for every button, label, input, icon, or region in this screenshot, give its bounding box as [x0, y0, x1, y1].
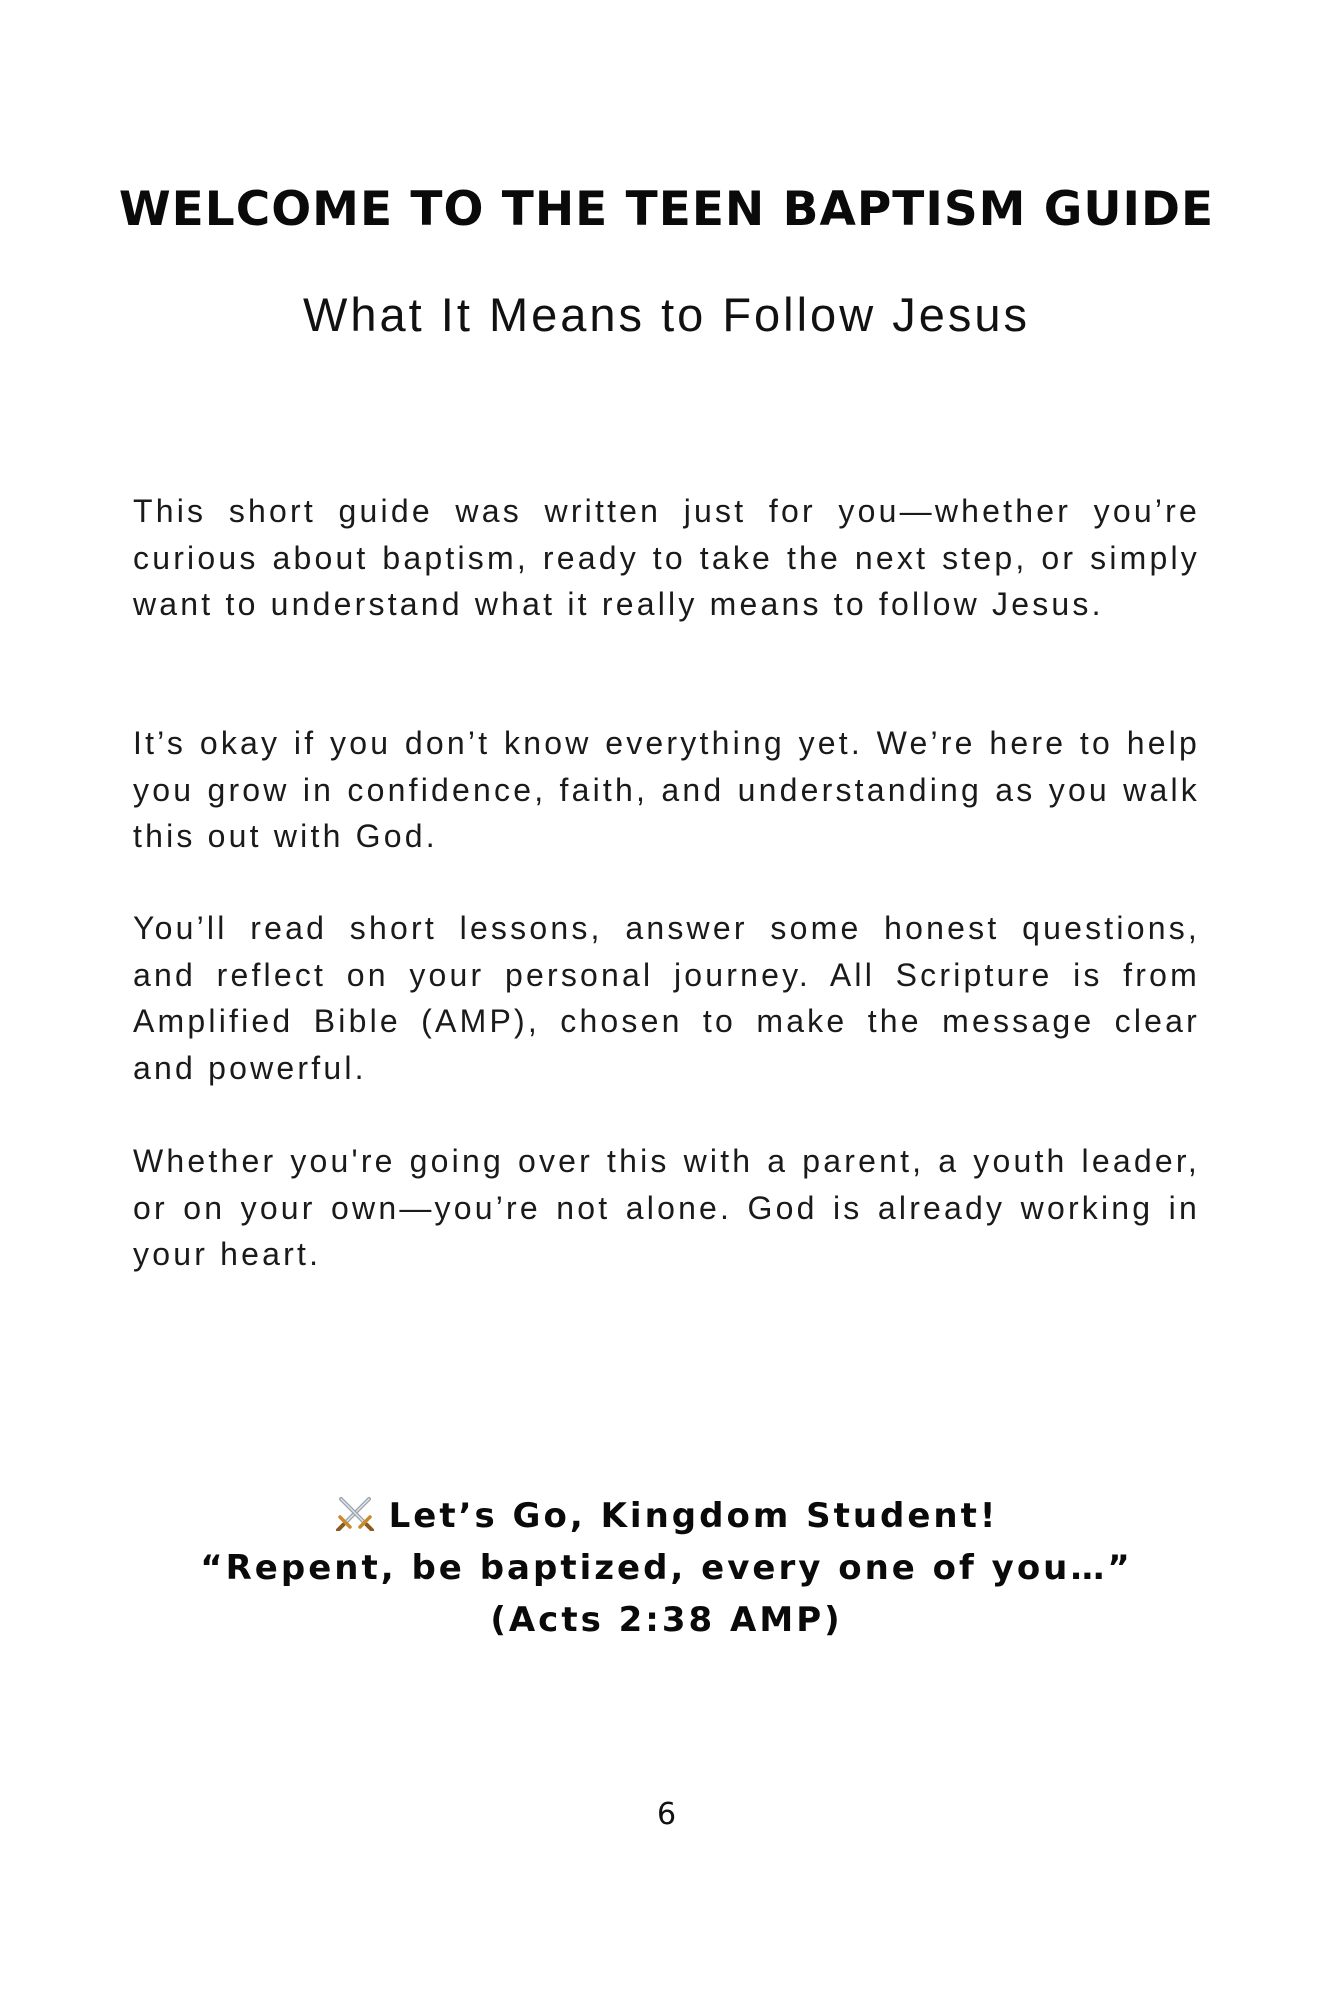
closing-line-3: (Acts 2:38 AMP): [490, 1600, 843, 1640]
intro-paragraph-3: You’ll read short lessons, answer some honest questions, and reflect on your personal journey. All Scripture is from Amplified Bible (AMP), chosen to make the message clear and powerful.: [133, 910, 1200, 1086]
closing-line-2: “Repent, be baptized, every one of you…”: [200, 1548, 1133, 1588]
intro-paragraph-2: It’s okay if you don’t know everything yet. We’re here to help you grow in confidence, faith, and understanding as you walk this out with God.: [133, 725, 1200, 854]
closing-line-1: Let’s Go, Kingdom Student!: [388, 1496, 999, 1536]
crossed-swords-icon: [335, 1494, 375, 1530]
page-title: WELCOME TO THE TEEN BAPTISM GUIDE: [118, 182, 1215, 237]
intro-paragraph-1: This short guide was written just for you—whether you’re curious about baptism, ready to take the next step, or simply want to understand what it really means to follow Jesus.: [133, 493, 1200, 622]
page-number: 6: [656, 1797, 677, 1832]
intro-paragraph-4: Whether you're going over this with a parent, a youth leader, or on your own—you’re not alone. God is already working in your heart.: [133, 1143, 1200, 1272]
closing-headline: [0, 1490, 1333, 1542]
closing-callout: [0, 1490, 1333, 1646]
page-subtitle: What It Means to Follow Jesus: [303, 288, 1030, 341]
